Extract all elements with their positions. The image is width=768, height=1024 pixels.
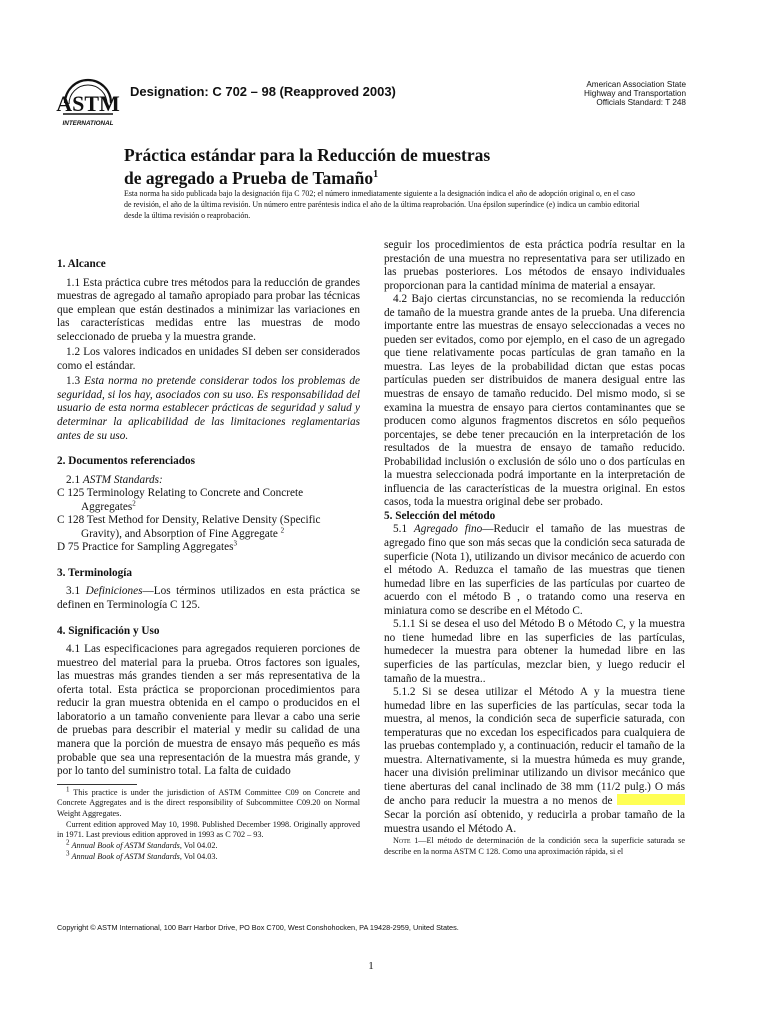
page-number: 1 <box>368 960 374 972</box>
paragraph: 5.1.1 Si se desea el uso del Método B o Método C, y la muestra no tiene humedad libre en las superficies de las partículas, humedecer la muestra para obtener la humedad libre en las superficies de las partículas, mezclar bien, y luego reducir el tamaño de la muestra.. <box>384 618 685 685</box>
footnote-text: Annual Book of ASTM Standards <box>71 851 180 861</box>
paragraph <box>57 474 360 488</box>
paragraph-italic: ASTM Standards: <box>82 473 163 486</box>
section-heading: 1. Alcance <box>57 258 106 270</box>
reference-item <box>57 541 360 555</box>
paragraph-number: 1.3 <box>66 375 81 388</box>
footnote <box>57 784 360 820</box>
paragraph <box>384 686 685 836</box>
right-column <box>384 239 685 857</box>
reference-text: Gravity), and Absorption of Fine Aggregate <box>81 527 278 540</box>
footnote <box>57 838 360 852</box>
footnote-mark: 3 <box>233 539 238 548</box>
paragraph-italic: Esta norma no pretende considerar todos los problemas de seguridad, si los hay, asociados con su uso. Es responsabilidad del usuario de esta norma establecer prácticas de seguridad y salud y determinar la aplicabilidad de las limitaciones reglamentarias antes de su uso. <box>57 375 360 442</box>
footnote-mark: 3 <box>66 849 70 858</box>
paragraph: 1.2 Los valores indicados en unidades SI deben ser considerados como el estándar. <box>57 346 360 372</box>
footnote-mark: 2 <box>132 499 136 507</box>
section-heading: 3. Terminología <box>57 566 133 579</box>
astm-seal-icon <box>55 73 121 129</box>
paragraph <box>384 523 685 618</box>
title-line-text: de agregado a Prueba de Tamaño <box>124 167 374 188</box>
reference-item <box>57 514 360 541</box>
footnote-mark: 1 <box>66 784 70 793</box>
highlighted-redaction <box>617 794 685 805</box>
aashto-note <box>584 80 686 107</box>
footnote <box>57 849 360 863</box>
document-title <box>124 146 644 188</box>
note-text: 1—El método de determinación de la condición seca la superficie saturada se describe en la norma ASTM C 128. Como una aproximación rápida, si el <box>384 836 685 856</box>
paragraph: seguir los procedimientos de esta práctica podría resultar en la prestación de una muestra no representativa para ser utilizado en las pruebas posteriores. Los métodos de ensayo individuales proporcionan para la cantidad mínima de material a ensayar. <box>384 239 685 292</box>
paragraph-text: —Reducir el tamaño de las muestras de agregado fino que son más secas que la condición seca saturada de superficie (Nota 1), utilizando un divisor mecánico de acuerdo con el método A. Reduzca el tamaño de las muestras que tienen humedad libre en las superficies de las partículas por cuarteo de acuerdo con el método B , o tratando como una reserva en miniatura como se describe en el Método C. <box>384 523 686 617</box>
reference-text: D 75 Practice for Sampling Aggregates <box>57 541 234 554</box>
paragraph-text: Secar la porción así obtenido, y reducirla a probar tamaño de la muestra usando el Método A. <box>384 808 685 835</box>
logo-letters: ASTM <box>56 91 120 116</box>
paragraph-term: Definiciones <box>85 585 143 598</box>
paragraph-text: —Los términos utilizados en esta práctica se definen en Terminología C 125. <box>57 585 361 612</box>
paragraph: 1.1 Esta práctica cubre tres métodos para la reducción de grandes muestras de agregado al tamaño apropiado para probar las técnicas que emplean que están destinados a minimizar las variaciones en las características medidas entre las muestras de modo seleccionado de prueba y la muestra grande. <box>57 276 360 343</box>
reference-text: C 125 Terminology Relating to Concrete and Concrete <box>57 487 304 500</box>
footnote-text: Annual Book of ASTM Standards <box>71 841 180 851</box>
title-line: Práctica estándar para la Reducción de muestras <box>124 145 491 165</box>
paragraph-number: 3.1 <box>66 585 81 598</box>
paragraph: 4.1 Las especificaciones para agregados requieren porciones de muestreo del material para la prueba. Otros factores son iguales, las muestras más grandes tienden a ser más representativa de la oferta total. Esta práctica se proporcionan procedimientos para reducir la gran muestra obtenida en el campo o producidos en el laboratorio a un tamaño conveniente para llevar a cabo una serie de pruebas para describir el material y medir su calidad de una manera que la porción de muestra de ensayo más pequeño es más probable que sea una representación de la muestra más grande, y por lo tanto del suministro total. La falta de cuidado <box>57 643 360 778</box>
reference-item <box>57 487 360 514</box>
logo-sub: INTERNATIONAL <box>62 120 114 127</box>
footnote-text: This practice is under the jurisdiction of ASTM Committee C09 on Concrete and Concrete Aggregates and is the direct responsibility of Subcommittee C09.20 on Normal Weight Aggregates. <box>57 787 360 818</box>
section-heading: 2. Documentos referenciados <box>57 455 195 468</box>
section-heading: 4. Significación y Uso <box>57 624 160 637</box>
paragraph <box>57 375 360 443</box>
left-column <box>57 258 360 863</box>
footnote-mark: 2 <box>66 838 70 847</box>
paragraph <box>57 585 360 612</box>
footnote: Current edition approved May 10, 1998. Published December 1998. Originally approved in 1971. Last previous edition approved in 1993 as C 702 – 93. <box>57 819 360 840</box>
designation-note: Esta norma ha sido publicada bajo la designación fija C 702; el número inmediatamente siguiente a la designación indica el año de adopción original o, en el caso de revisión, el año de la última revisión. Un número entre paréntesis indica el año de la última reaprobación. Una épsilon superíndice (e) indica un cambio editorial desde la última revisión o reaprobación. <box>124 189 640 220</box>
footnote-text: , Vol 04.02. <box>179 841 218 851</box>
note-label: Note <box>393 836 411 846</box>
title-footnote-mark: 1 <box>373 169 379 180</box>
aashto-line: American Association State <box>586 80 686 89</box>
paragraph-number: 5.1 <box>393 523 408 536</box>
copyright: Copyright © ASTM International, 100 Barr Harbor Drive, PO Box C700, West Conshohocken, PA 19428-2959, United States. <box>57 923 459 932</box>
paragraph: 4.2 Bajo ciertas circunstancias, no se recomienda la reducción de tamaño de la muestra grande antes de la prueba. Una diferencia importante entre las muestras de ensayo seleccionadas a veces no pueden ser evitados, como por ejemplo, en el caso de un agregado que tiene relativamente pocas partículas de gran tamaño en la muestra. Las leyes de la probabilidad dictan que estas pocas partículas pueden ser distribuidos de manera desigual entre las muestras de ensayo de tamaño reducido. Del mismo modo, si se examina la muestra de ensayo para ciertos contaminantes que se producen como algunos fragmentos discretos en sólo pequeños porcentajes, se debe tener precaución en la interpretación de los resultados de la muestra de ensayo de tamaño reducido. Probabilidad inclusión o exclusión de sólo uno o dos partículas en la muestra seleccionada podrá importante en la interpretación de influencia de las características de la muestra original. En estos casos, toda la muestra original debe ser probado. <box>384 293 685 509</box>
reference-text: Aggregates <box>81 500 133 513</box>
footnote-mark: 2 <box>280 526 285 535</box>
footnote-text: , Vol 04.03. <box>179 851 218 861</box>
note <box>384 836 685 857</box>
reference-text: C 128 Test Method for Density, Relative Density (Specific <box>57 514 321 527</box>
paragraph-number: 2.1 <box>66 473 81 486</box>
aashto-line: Highway and Transportation <box>584 89 686 98</box>
astm-logo <box>55 73 121 129</box>
title-line <box>124 165 644 188</box>
paragraph-text: 5.1.2 Si se desea utilizar el Método A y la muestra tiene humedad libre en las superficies de las partículas, secar toda la muestra, al menos, la condición seca de superficie saturada, con temperaturas que no excedan los especificados para cualquiera de las pruebas contemplado y, a continuación, reducir el tamaño de la muestra. Alternativamente, si la muestra húmeda es muy grande, hacer una división preliminar utilizando un divisor mecánico que tiene aberturas del canal inclinado de 38 mm (11/2 pulg.) O más de ancho para reducir la muestra a no menos de <box>384 686 685 808</box>
section-heading: 5. Selección del método <box>384 509 496 522</box>
designation: Designation: C 702 – 98 (Reapproved 2003) <box>130 84 396 99</box>
aashto-line: Officials Standard: T 248 <box>596 98 686 107</box>
paragraph-term: Agregado fino <box>413 523 483 536</box>
